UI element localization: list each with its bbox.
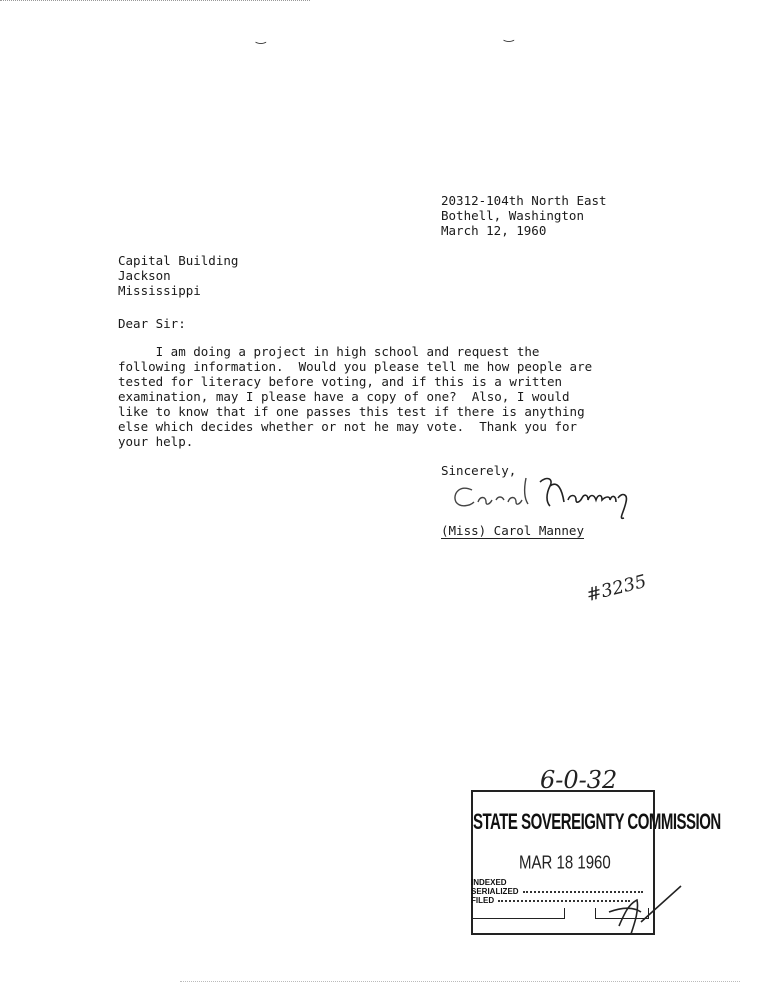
body-line: following information. Would you please tell me how people are bbox=[118, 359, 593, 374]
hole-punch-mark-left: ‿ bbox=[256, 30, 266, 44]
hole-punch-mark-right: ‿ bbox=[504, 28, 514, 42]
return-address bbox=[441, 193, 607, 238]
file-number-handwritten: #3235 bbox=[584, 570, 649, 607]
stamp-title: STATE SOVEREIGNTY COMMISSION bbox=[473, 810, 721, 835]
scan-artifact-top bbox=[0, 0, 310, 3]
stamp-row-serialized: SERIALIZED bbox=[471, 887, 519, 896]
typed-signature-name: (Miss) Carol Manney bbox=[441, 523, 584, 538]
return-street: 20312-104th North East bbox=[441, 193, 607, 208]
stamp-date: MAR 18 1960 bbox=[519, 852, 611, 874]
body-line: else which decides whether or not he may vote. Thank you for bbox=[118, 419, 578, 434]
stamp-row-indexed: INDEXED bbox=[471, 878, 507, 887]
body-line: like to know that if one passes this test if there is anything bbox=[118, 404, 585, 419]
stamp-initials-mark bbox=[605, 882, 685, 942]
body-line: your help. bbox=[118, 434, 194, 449]
stamp-bracket-left bbox=[471, 908, 565, 919]
letter-body bbox=[118, 344, 592, 449]
typed-signature bbox=[441, 523, 584, 539]
body-line: examination, may I please have a copy of one? Also, I would bbox=[118, 389, 570, 404]
letter-date: March 12, 1960 bbox=[441, 223, 547, 238]
received-stamp bbox=[465, 790, 721, 940]
recipient-line-1: Capital Building bbox=[118, 253, 239, 268]
recipient-line-2: Jackson bbox=[118, 268, 171, 283]
return-city: Bothell, Washington bbox=[441, 208, 584, 223]
recipient-address bbox=[118, 253, 238, 298]
body-line: I am doing a project in high school and request the bbox=[118, 344, 540, 359]
scan-artifact-bottom bbox=[180, 981, 740, 984]
closing: Sincerely, bbox=[441, 463, 517, 478]
stamp-handwritten-number: 6-0-32 bbox=[540, 766, 618, 794]
salutation: Dear Sir: bbox=[118, 316, 186, 331]
body-line: tested for literacy before voting, and if this is a written bbox=[118, 374, 563, 389]
recipient-line-3: Mississippi bbox=[118, 283, 201, 298]
stamp-row-filed: FILED bbox=[471, 896, 495, 905]
handwritten-signature bbox=[450, 472, 650, 522]
